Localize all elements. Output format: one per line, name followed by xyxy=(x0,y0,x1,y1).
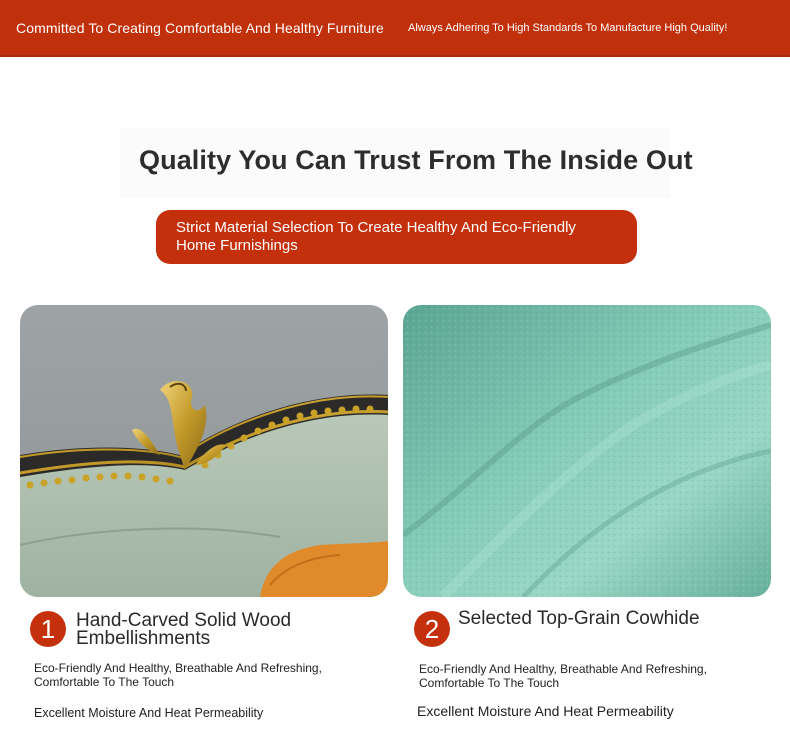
material-banner-text: Strict Material Selection To Create Healthy And Eco-Friendly Home Furnishings xyxy=(176,219,576,254)
banner-slogan: Committed To Creating Comfortable And Healthy Furniture xyxy=(16,20,384,36)
feature-title: Selected Top-Grain Cowhide xyxy=(458,608,700,629)
top-banner xyxy=(0,0,790,57)
leather-texture-photo xyxy=(403,305,771,597)
feature-description: Eco-Friendly And Healthy, Breathable And Refreshing, Comfortable To The Touch xyxy=(34,661,322,689)
feature-number-badge: 1 xyxy=(30,611,66,647)
carved-wood-sofa-photo xyxy=(20,305,388,597)
feature-number-badge: 2 xyxy=(414,611,450,647)
feature-description: Eco-Friendly And Healthy, Breathable And Refreshing, Comfortable To The Touch xyxy=(419,662,707,690)
banner-tagline: Always Adhering To High Standards To Manufacture High Quality! xyxy=(408,22,728,34)
material-banner xyxy=(156,210,637,264)
feature-title: Hand-Carved Solid Wood Embellishments xyxy=(76,610,292,649)
feature-note: Excellent Moisture And Heat Permeability xyxy=(34,706,264,720)
page-title: Quality You Can Trust From The Inside Out xyxy=(139,145,693,175)
feature-note: Excellent Moisture And Heat Permeability xyxy=(417,703,674,719)
